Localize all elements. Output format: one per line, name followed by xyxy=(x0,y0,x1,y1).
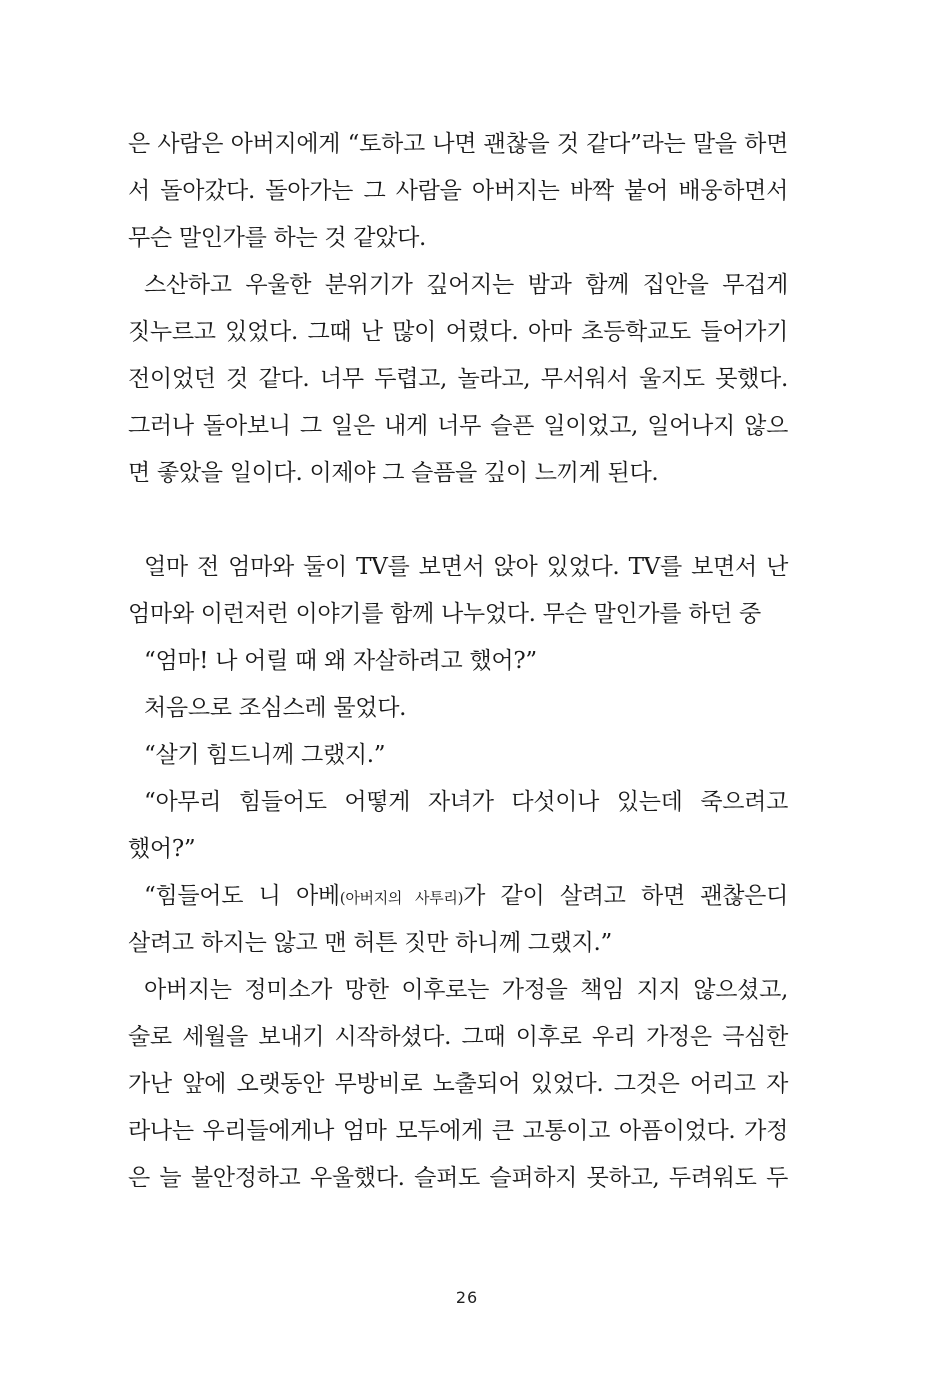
text-line: 서 돌아갔다. 돌아가는 그 사람을 아버지는 바짝 붙어 배웅하면서 xyxy=(128,178,788,204)
dialogue-line xyxy=(128,877,788,962)
text-line: 라나는 우리들에게나 엄마 모두에게 큰 고통이고 아픔이었다. 가정 xyxy=(128,1118,788,1144)
dialect-note: (아버지의 사투리) xyxy=(339,889,464,907)
text-line: 스산하고 우울한 분위기가 깊어지는 밤과 함께 집안을 무겁게 xyxy=(144,272,788,298)
text-line: 살려고 하지는 않고 맨 허튼 짓만 하니께 그랬지.” xyxy=(128,930,612,956)
text-line: 처음으로 조심스레 물었다. xyxy=(144,695,407,721)
text-line: 아버지는 정미소가 망한 이후로는 가정을 책임 지지 않으셨고, xyxy=(144,977,788,1003)
paragraph xyxy=(128,548,788,633)
page-number: 26 xyxy=(455,1288,479,1307)
paragraph xyxy=(128,689,788,727)
text-span: “힘들어도 니 아베 xyxy=(144,883,340,909)
paragraph xyxy=(128,125,788,257)
text-line: 했어?” xyxy=(128,836,196,862)
paragraph xyxy=(128,971,788,1197)
section-break xyxy=(128,501,788,548)
text-line: 짓누르고 있었다. 그때 난 많이 어렸다. 아마 초등학교도 들어가기 xyxy=(128,319,788,345)
text-line: 가난 앞에 오랫동안 무방비로 노출되어 있었다. 그것은 어리고 자 xyxy=(128,1071,788,1097)
text-span: 가 같이 살려고 하면 괜찮은디 xyxy=(463,883,788,909)
dialogue-line xyxy=(128,783,788,868)
text-line: 무슨 말인가를 하는 것 같았다. xyxy=(128,225,427,251)
text-line: 엄마와 이런저런 이야기를 함께 나누었다. 무슨 말인가를 하던 중 xyxy=(128,601,761,627)
text-line: “살기 힘드니께 그랬지.” xyxy=(144,742,386,768)
text-line: 얼마 전 엄마와 둘이 TV를 보면서 앉아 있었다. TV를 보면서 난 xyxy=(144,554,788,580)
dialogue-line xyxy=(128,642,788,680)
text-line: 전이었던 것 같다. 너무 두렵고, 놀라고, 무서워서 울지도 못했다. xyxy=(128,366,788,392)
text-line: “엄마! 나 어릴 때 왜 자살하려고 했어?” xyxy=(144,648,537,674)
text-line: 은 늘 불안정하고 우울했다. 슬퍼도 슬퍼하지 못하고, 두려워도 두 xyxy=(128,1165,788,1191)
text-line: 은 사람은 아버지에게 “토하고 나면 괜찮을 것 같다”라는 말을 하면 xyxy=(128,131,788,157)
text-line: 면 좋았을 일이다. 이제야 그 슬픔을 깊이 느끼게 된다. xyxy=(128,460,659,486)
dialogue-line xyxy=(128,736,788,774)
text-line: 그러나 돌아보니 그 일은 내게 너무 슬픈 일이었고, 일어나지 않으 xyxy=(128,413,788,439)
text-line xyxy=(128,877,788,915)
paragraph xyxy=(128,266,788,492)
text-line: “아무리 힘들어도 어떻게 자녀가 다섯이나 있는데 죽으려고 xyxy=(144,789,788,815)
body-text xyxy=(128,125,788,1206)
text-line: 술로 세월을 보내기 시작하셨다. 그때 이후로 우리 가정은 극심한 xyxy=(128,1024,788,1050)
